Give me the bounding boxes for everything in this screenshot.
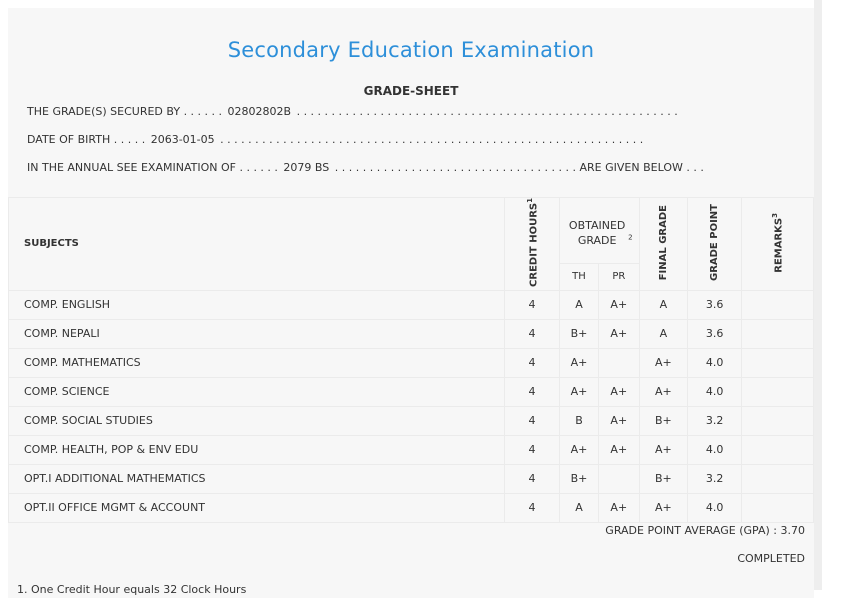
table-header-row: [9, 198, 814, 264]
leader-dots: . . . . . . . . . . . . . . . . . . . . . . . . . . . . . . . . . . . . . . . . . . . . . . . . . . . . . . .: [293, 105, 678, 118]
table-row: [9, 406, 814, 435]
exam-line: [27, 161, 704, 174]
table-row: [9, 493, 814, 522]
pr-grade-cell: A+: [598, 290, 639, 319]
subject-cell: COMP. MATHEMATICS: [9, 348, 505, 377]
leader-dots: . . . . . . . . . . . . . . . . . . . . . . . . . . . . . . . . . . . . . . . . . . . . . . . . . . . . . . . . . . . . .: [216, 133, 644, 146]
table-row: [9, 377, 814, 406]
final-grade-header: [639, 198, 687, 291]
pr-grade-cell: A+: [598, 377, 639, 406]
remarks-cell: [742, 493, 814, 522]
exam-suffix: ARE GIVEN BELOW . . .: [579, 161, 704, 174]
final-grade-cell: A+: [639, 377, 687, 406]
leader-dots: . . . . . . . . . . . . . . . . . . . . . . . . . . . . . . . . . . .: [331, 161, 580, 174]
th-grade-cell: B+: [560, 464, 599, 493]
gpa-label: GRADE POINT AVERAGE (GPA) :: [605, 524, 777, 537]
dob-line: [27, 133, 643, 146]
table-row: [9, 290, 814, 319]
leader-dots: . . . . . .: [239, 161, 282, 174]
credit-hours-label: CREDIT HOURS: [528, 202, 540, 287]
credit-hours-cell: 4: [505, 319, 560, 348]
pr-grade-cell: A+: [598, 493, 639, 522]
credit-hours-cell: 4: [505, 435, 560, 464]
th-grade-cell: A+: [560, 377, 599, 406]
th-header: TH: [560, 263, 599, 290]
grade-point-cell: 4.0: [688, 435, 742, 464]
credit-hours-header: [505, 198, 560, 291]
credit-hours-cell: 4: [505, 348, 560, 377]
final-grade-cell: A: [639, 290, 687, 319]
subject-cell: COMP. HEALTH, POP & ENV EDU: [9, 435, 505, 464]
remarks-cell: [742, 406, 814, 435]
th-grade-cell: A+: [560, 348, 599, 377]
remarks-header: [742, 198, 814, 291]
pr-grade-cell: [598, 348, 639, 377]
table-row: [9, 319, 814, 348]
grade-point-header: [688, 198, 742, 291]
remarks-cell: [742, 464, 814, 493]
grade-point-cell: 3.2: [688, 406, 742, 435]
dob-value: 2063-01-05: [150, 133, 215, 146]
th-grade-cell: B+: [560, 319, 599, 348]
grade-sheet: [8, 8, 814, 598]
credit-hours-cell: 4: [505, 464, 560, 493]
footnote-credit-hour: 1. One Credit Hour equals 32 Clock Hours: [17, 583, 247, 596]
subject-cell: OPT.II OFFICE MGMT & ACCOUNT: [9, 493, 505, 522]
th-grade-cell: A+: [560, 435, 599, 464]
th-grade-cell: B: [560, 406, 599, 435]
subject-cell: COMP. SOCIAL STUDIES: [9, 406, 505, 435]
secured-by-line: [27, 105, 678, 118]
pr-grade-cell: A+: [598, 406, 639, 435]
remarks-label: REMARKS: [773, 217, 785, 273]
remarks-cell: [742, 435, 814, 464]
credit-hours-cell: 4: [505, 290, 560, 319]
pr-grade-cell: A+: [598, 319, 639, 348]
grade-point-cell: 4.0: [688, 493, 742, 522]
pr-grade-cell: A+: [598, 435, 639, 464]
credit-hours-cell: 4: [505, 377, 560, 406]
subject-cell: COMP. SCIENCE: [9, 377, 505, 406]
grade-point-label: GRADE POINT: [709, 203, 721, 281]
remarks-cell: [742, 290, 814, 319]
page-title: Secondary Education Examination: [227, 38, 595, 62]
remarks-cell: [742, 377, 814, 406]
status-text: COMPLETED: [737, 552, 805, 565]
grades-table: [8, 197, 814, 523]
subject-cell: COMP. ENGLISH: [9, 290, 505, 319]
final-grade-cell: A: [639, 319, 687, 348]
final-grade-cell: B+: [639, 464, 687, 493]
final-grade-cell: A+: [639, 435, 687, 464]
subject-cell: OPT.I ADDITIONAL MATHEMATICS: [9, 464, 505, 493]
table-row: [9, 435, 814, 464]
secured-by-label: THE GRADE(S) SECURED BY: [27, 105, 181, 118]
page-subtitle: GRADE-SHEET: [363, 84, 459, 98]
remarks-cell: [742, 348, 814, 377]
final-grade-cell: B+: [639, 406, 687, 435]
th-grade-cell: A: [560, 493, 599, 522]
grade-point-cell: 3.6: [688, 319, 742, 348]
table-row: [9, 348, 814, 377]
grade-point-cell: 4.0: [688, 348, 742, 377]
credit-hours-footnote-ref: 1: [525, 198, 534, 203]
pr-grade-cell: [598, 464, 639, 493]
leader-dots: . . . . . .: [183, 105, 226, 118]
exam-value: 2079 BS: [283, 161, 330, 174]
page-edge: [814, 0, 822, 590]
obtained-grade-label: OBTAINED GRADE: [568, 218, 626, 247]
final-grade-cell: A+: [639, 493, 687, 522]
final-grade-label: FINAL GRADE: [657, 204, 669, 281]
credit-hours-cell: 4: [505, 493, 560, 522]
obtained-grade-footnote-ref: 2: [628, 233, 633, 242]
grade-point-cell: 4.0: [688, 377, 742, 406]
subject-cell: COMP. NEPALI: [9, 319, 505, 348]
leader-dots: . . . . .: [113, 133, 149, 146]
gpa-value: 3.70: [780, 524, 805, 537]
pr-header: PR: [598, 263, 639, 290]
obtained-grade-header: [560, 198, 640, 264]
grade-point-cell: 3.6: [688, 290, 742, 319]
grade-point-cell: 3.2: [688, 464, 742, 493]
credit-hours-cell: 4: [505, 406, 560, 435]
table-row: [9, 464, 814, 493]
exam-label: IN THE ANNUAL SEE EXAMINATION OF: [27, 161, 236, 174]
final-grade-cell: A+: [639, 348, 687, 377]
th-grade-cell: A: [560, 290, 599, 319]
gpa-summary: [605, 524, 805, 537]
dob-label: DATE OF BIRTH: [27, 133, 111, 146]
secured-by-value: 02802802B: [227, 105, 292, 118]
remarks-cell: [742, 319, 814, 348]
remarks-footnote-ref: 3: [771, 212, 780, 218]
subjects-header: SUBJECTS: [9, 198, 505, 291]
